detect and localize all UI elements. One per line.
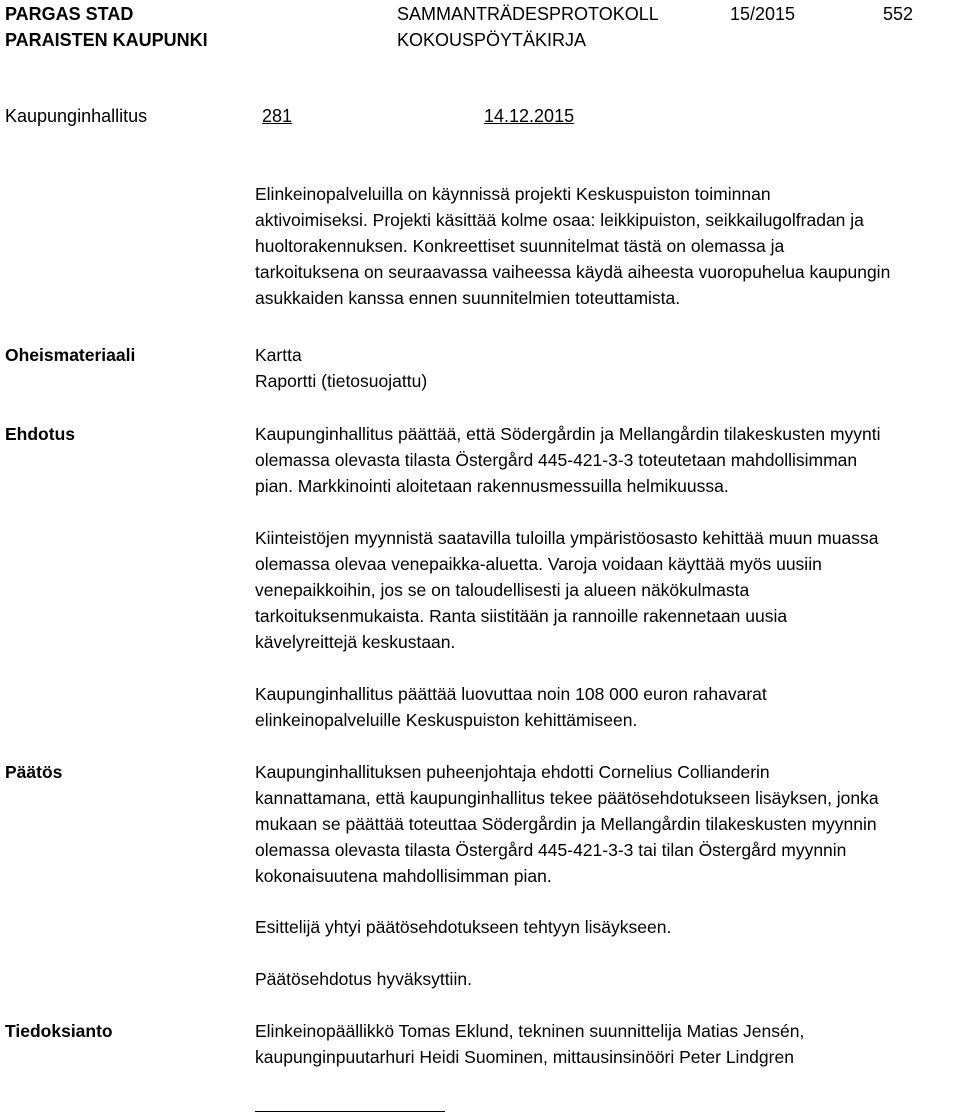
proposal-line: tarkoituksenmukaista. Ranta siistitään ja rannoille rakennetaan uusia bbox=[255, 606, 788, 626]
proposal-line: olemassa olevasta tilasta Östergård 445-421-3-3 toteutetaan mahdollisimman bbox=[255, 450, 858, 470]
proposal-line: Kaupunginhallitus päättää luovuttaa noin 108 000 euron rahavarat bbox=[255, 684, 767, 704]
section-number-text: 281 bbox=[262, 106, 293, 126]
org-name-sv: PARAISTEN KAUPUNKI bbox=[5, 30, 208, 50]
proposal-line: Kaupunginhallitus päättää, että Södergårdin ja Mellangårdin tilakeskusten myynti bbox=[255, 424, 881, 444]
decision-label: Päätös bbox=[5, 762, 63, 782]
decision-line: olemassa olevasta tilasta Östergård 445-421-3-3 tai tilan Östergård myynnin bbox=[255, 840, 847, 860]
decision-paragraph-1 bbox=[255, 759, 955, 889]
notification-line: kaupunginpuutarhuri Heidi Suominen, mittausinsinööri Peter Lindgren bbox=[255, 1047, 794, 1067]
notification-label: Tiedoksianto bbox=[5, 1021, 113, 1041]
proposal-paragraph-1 bbox=[255, 421, 955, 499]
notification-line: Elinkeinopäällikkö Tomas Eklund, tekninen suunnittelija Matias Jensén, bbox=[255, 1021, 805, 1041]
intro-line: Elinkeinopalveluilla on käynnissä projekti Keskuspuiston toiminnan bbox=[255, 184, 771, 204]
protocol-number: 15/2015 bbox=[730, 4, 796, 24]
governing-body: Kaupunginhallitus bbox=[5, 106, 148, 126]
proposal-paragraph-2 bbox=[255, 525, 955, 655]
proposal-line: pian. Markkinointi aloitetaan rakennusmessuilla helmikuussa. bbox=[255, 476, 729, 496]
intro-line: huoltorakennuksen. Konkreettiset suunnitelmat tästä on olemassa ja bbox=[255, 236, 785, 256]
intro-line: aktivoimiseksi. Projekti käsittää kolme osaa: leikkipuiston, seikkailugolfradan ja bbox=[255, 210, 864, 230]
meeting-date: 14.12.2015 bbox=[484, 106, 575, 126]
decision-paragraph-3 bbox=[255, 966, 955, 992]
section-number bbox=[127, 103, 292, 129]
proposal-paragraph-3 bbox=[255, 681, 955, 733]
attachment-item: Kartta bbox=[255, 345, 302, 365]
attachment-item: Raportti (tietosuojattu) bbox=[255, 371, 428, 391]
page-number: 552 bbox=[883, 4, 914, 24]
intro-paragraph bbox=[255, 181, 955, 311]
decision-line: kannattamana, että kaupunginhallitus tekee päätösehdotukseen lisäyksen, jonka bbox=[255, 788, 879, 808]
decision-line: Päätösehdotus hyväksyttiin. bbox=[255, 969, 472, 989]
doc-type-fi: KOKOUSPÖYTÄKIRJA bbox=[397, 30, 587, 50]
notification-recipients bbox=[255, 1018, 955, 1070]
decision-paragraph-2 bbox=[255, 914, 955, 940]
proposal-label: Ehdotus bbox=[5, 424, 75, 444]
attachments-label: Oheismateriaali bbox=[5, 345, 136, 365]
intro-line: asukkaiden kanssa ennen suunnitelmien toteuttamista. bbox=[255, 288, 681, 308]
proposal-line: Kiinteistöjen myynnistä saatavilla tuloilla ympäristöosasto kehittää muun muassa bbox=[255, 528, 879, 548]
decision-line: Esittelijä yhtyi päätösehdotukseen tehtyyn lisäykseen. bbox=[255, 917, 672, 937]
proposal-line: elinkeinopalveluille Keskuspuiston kehittämiseen. bbox=[255, 710, 638, 730]
decision-line: mukaan se päättää toteuttaa Södergårdin ja Mellangårdin tilakeskusten myynnin bbox=[255, 814, 877, 834]
intro-line: tarkoituksena on seuraavassa vaiheessa käydä aiheesta vuoropuhelua kaupungin bbox=[255, 262, 891, 282]
decision-line: Kaupunginhallituksen puheenjohtaja ehdotti Cornelius Collianderin bbox=[255, 762, 770, 782]
signature-line bbox=[255, 1111, 445, 1112]
org-name-fi: PARGAS STAD bbox=[5, 4, 134, 24]
attachments-list bbox=[255, 342, 955, 394]
proposal-line: venepaikkoihin, jos se on taloudellisesti ja alueen näkökulmasta bbox=[255, 580, 750, 600]
doc-type-sv: SAMMANTRÄDESPROTOKOLL bbox=[397, 4, 659, 24]
proposal-line: olemassa olevaa venepaikka-aluetta. Varoja voidaan käyttää myös uusiin bbox=[255, 554, 822, 574]
decision-line: kokonaisuutena mahdollisimman pian. bbox=[255, 866, 552, 886]
proposal-line: kävelyreittejä keskustaan. bbox=[255, 632, 456, 652]
